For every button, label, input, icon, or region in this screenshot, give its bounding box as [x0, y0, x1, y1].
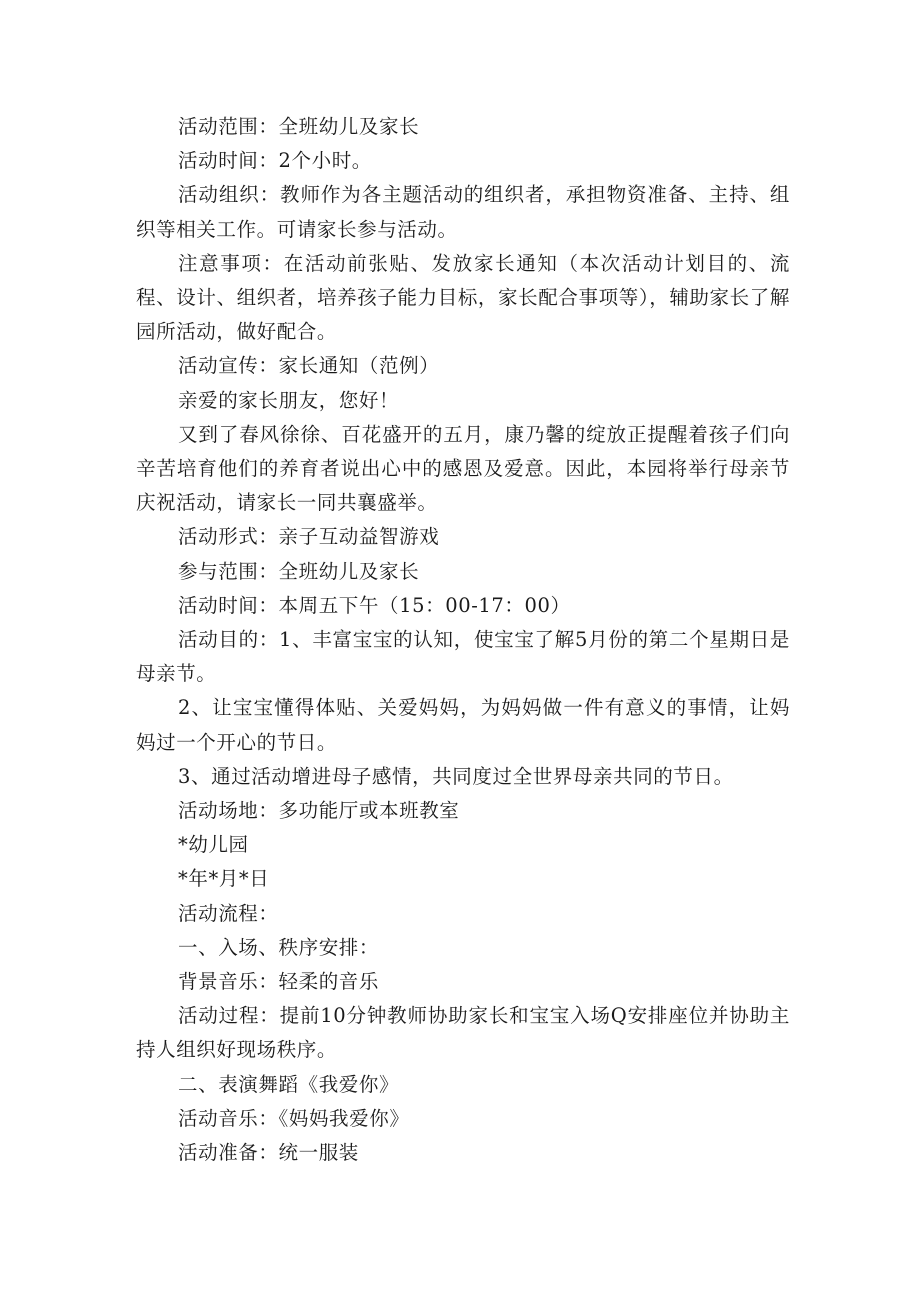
- paragraph-goal-3: 3、通过活动增进母子感情，共同度过全世界母亲共同的节日。: [178, 764, 734, 788]
- paragraph-goal-1: 活动目的：1、丰富宝宝的认知，使宝宝了解5月份的第二个星期日是母亲节。: [136, 628, 790, 686]
- paragraph-activity-organization: 活动组织：教师作为各主题活动的组织者，承担物资准备、主持、组织等相关工作。可请家长参与活动。: [136, 183, 790, 241]
- paragraph-section-dance: 二、表演舞蹈《我爱你》: [178, 1072, 400, 1096]
- document-body: [136, 110, 790, 1170]
- paragraph-activity-time: 活动时间：本周五下午（15：00-17：00）: [178, 593, 571, 617]
- paragraph-notes: 注意事项：在活动前张贴、发放家长通知（本次活动计划目的、流程、设计、组织者，培养孩子能力目标，家长配合事项等），辅助家长了解园所活动，做好配合。: [136, 251, 790, 344]
- paragraph-publicity: 活动宣传：家长通知（范例）: [178, 354, 440, 378]
- paragraph-activity-duration: 活动时间：2个小时。: [178, 149, 372, 173]
- paragraph-participants: 参与范围：全班幼儿及家长: [178, 559, 420, 583]
- paragraph-background-music: 背景音乐：轻柔的音乐: [178, 970, 380, 994]
- paragraph-venue: 活动场地：多功能厅或本班教室: [178, 799, 460, 823]
- paragraph-date: *年*月*日: [178, 867, 270, 891]
- paragraph-activity-form: 活动形式：亲子互动益智游戏: [178, 525, 440, 549]
- paragraph-notice-body: 又到了春风徐徐、百花盛开的五月，康乃馨的绽放正提醒着孩子们向辛苦培育他们的养育者说出心中的感恩及爱意。因此，本园将举行母亲节庆祝活动，请家长一同共襄盛举。: [136, 422, 790, 515]
- paragraph-goal-2: 2、让宝宝懂得体贴、关爱妈妈，为妈妈做一件有意义的事情，让妈妈过一个开心的节日。: [136, 696, 790, 754]
- paragraph-activity-prep: 活动准备：统一服装: [178, 1141, 359, 1165]
- paragraph-activity-process: 活动过程：提前10分钟教师协助家长和宝宝入场Q安排座位并协助主持人组织好现场秩序。: [136, 1004, 790, 1062]
- paragraph-greeting: 亲爱的家长朋友，您好！: [178, 388, 400, 412]
- paragraph-kindergarten: *幼儿园: [178, 833, 249, 857]
- paragraph-section-entry: 一、入场、秩序安排：: [178, 935, 380, 959]
- paragraph-activity-scope: 活动范围：全班幼儿及家长: [178, 115, 420, 138]
- paragraph-activity-music: 活动音乐：《妈妈我爱你》: [178, 1106, 410, 1130]
- paragraph-process-heading: 活动流程：: [178, 901, 279, 925]
